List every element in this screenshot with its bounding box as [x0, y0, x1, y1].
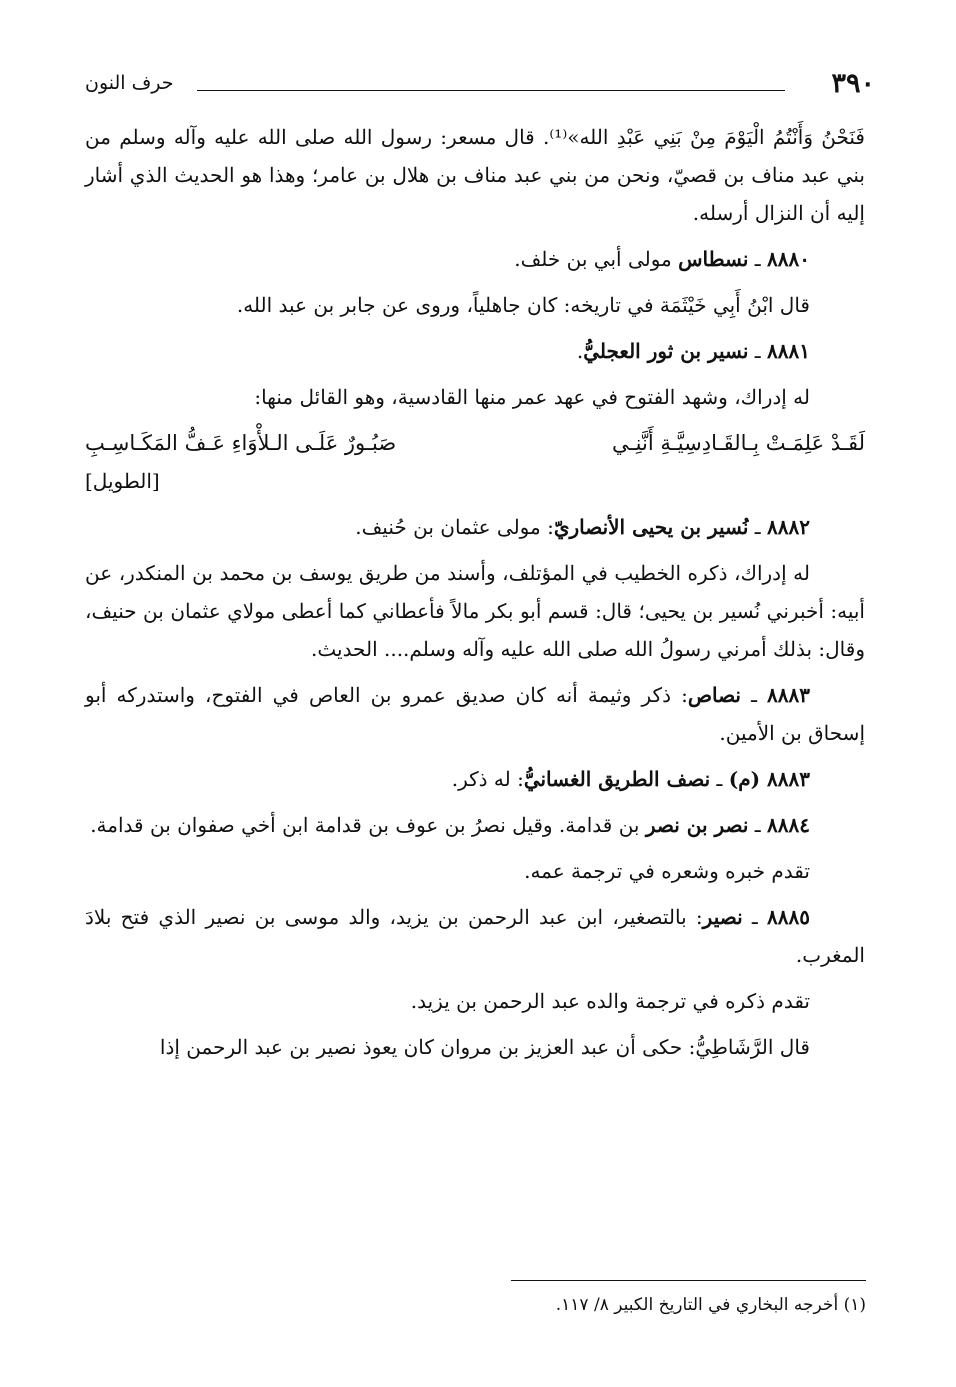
entry-paragraph: ٨٨٨٠ ـ نسطاس مولى أبي بن خلف.	[514, 247, 810, 271]
paragraph: له إدراك، وشهد الفتوح في عهد عمر منها القادسية، وهو القائل منها:	[254, 385, 810, 409]
entry-name: نصير	[702, 905, 743, 929]
page-number: ٣٩٠	[831, 68, 875, 99]
entry-name: نسطاس	[678, 247, 749, 271]
entry-paragraph: ٨٨٨٣ ـ نصاص: ذكر وثيمة أنه كان صديق عمرو بن العاص في الفتوح، واستدركه أبو إسحاق بن الأمين.	[85, 683, 865, 745]
entry-text: : له ذكر.	[451, 767, 524, 791]
entry-paragraph: ٨٨٨٤ ـ نصر بن نصر بن قدامة. وقيل نصرُ بن عوف بن قدامة ابن أخي صفوان بن قدامة.	[90, 813, 810, 837]
poetry-verse	[85, 424, 865, 462]
entry-number: ٨٨٨٥	[767, 905, 810, 929]
entry-name: نصر بن نصر	[645, 813, 749, 837]
entry-number: ٨٨٨٠	[767, 247, 810, 271]
verse-second-hemistich: صَبُـورٌ عَلَـى الـلأْوَاءِ عَـفُّ المَكَـاسِـبِ	[85, 431, 397, 455]
paragraph: قال ابْنُ أَبِي خَيْثَمَة في تاريخه: كان جاهلياً، وروى عن جابر بن عبد الله.	[236, 293, 810, 317]
page-header	[85, 68, 875, 104]
entry-number: ٨٨٨٢	[767, 515, 810, 539]
entry-number: ٨٨٨٤	[767, 813, 810, 837]
entry-paragraph: ٨٨٨٢ ـ نُسير بن يحيى الأنصاريّ: مولى عثمان بن حُنيف.	[355, 515, 810, 539]
entry-text: مولى أبي بن خلف.	[514, 247, 672, 271]
entry-text: .	[576, 339, 584, 363]
footnote-rule	[511, 1280, 866, 1281]
entry-name: نصاص	[687, 683, 741, 707]
footnote: (١) أخرجه البخاري في التاريخ الكبير ٨/ ١١٧.	[555, 1295, 866, 1315]
paragraph: له إدراك، ذكره الخطيب في المؤتلف، وأسند من طريق يوسف بن محمد بن المنكدر، عن أبيه: أخبرني نُسير بن يحيى؛ قال: قسم أبو بكر مالاً فأعطاني كما أعطى مولاي عثمان بن حنيف، وقال: بذلك أمرني رسولُ الله صلى الله عليه وآله وسلم.... الحديث.	[85, 561, 865, 661]
entry-text: : مولى عثمان بن حُنيف.	[355, 515, 554, 539]
entry-name: نسير بن ثور العجليُّ	[583, 339, 749, 363]
entry-number: ٨٨٨٣ (م)	[728, 767, 810, 791]
entry-number: ٨٨٨٣	[767, 683, 811, 707]
entry-text: : بالتصغير، ابن عبد الرحمن بن يزيد، والد موسى بن نصير الذي فتح بلادَ المغرب.	[85, 905, 865, 967]
body-text	[85, 118, 865, 1074]
header-rule	[197, 90, 785, 91]
paragraph: تقدم ذكره في ترجمة والده عبد الرحمن بن يزيد.	[410, 989, 810, 1013]
entry-paragraph: ٨٨٨٥ ـ نصير: بالتصغير، ابن عبد الرحمن بن يزيد، والد موسى بن نصير الذي فتح بلادَ المغرب.	[85, 905, 865, 967]
entry-paragraph: ٨٨٨٣ (م) ـ نصف الطريق الغسانيُّ: له ذكر.	[451, 767, 810, 791]
paragraph: فَنَحْنُ وَأَنْتُمُ الْيَوْمَ مِنْ بَنِي عَبْدِ الله»⁽¹⁾. قال مسعر: رسول الله صلى الله عليه وآله وسلم من بني عبد مناف بن قصيّ، ونحن من بني عبد مناف بن هلال بن عامر؛ وهذا هو الحديث الذي أشار إليه أن النزال أرسله.	[85, 125, 865, 225]
entry-name: نصف الطريق الغسانيُّ	[523, 767, 711, 791]
entry-name: نُسير بن يحيى الأنصاريّ	[553, 515, 749, 539]
entry-number: ٨٨٨١	[767, 339, 810, 363]
entry-paragraph: ٨٨٨١ ـ نسير بن ثور العجليُّ.	[576, 339, 810, 363]
running-title: حرف النون	[85, 72, 174, 94]
paragraph: قال الرَّشَاطِيُّ: حكى أن عبد العزيز بن مروان كان يعوذ نصير بن عبد الرحمن إذا	[159, 1035, 810, 1059]
verse-first-hemistich: لَقَـدْ عَلِمَـتْ بِـالقَـادِسِيَّـةِ أَنَّنِـي	[612, 431, 865, 455]
entry-text: : ذكر وثيمة أنه كان صديق عمرو بن العاص في الفتوح، واستدركه أبو إسحاق بن الأمين.	[85, 683, 865, 745]
entry-text: بن قدامة. وقيل نصرُ بن عوف بن قدامة ابن أخي صفوان بن قدامة.	[90, 813, 646, 837]
verse-meter: [الطويل]	[85, 469, 160, 493]
paragraph: تقدم خبره وشعره في ترجمة عمه.	[524, 859, 810, 883]
